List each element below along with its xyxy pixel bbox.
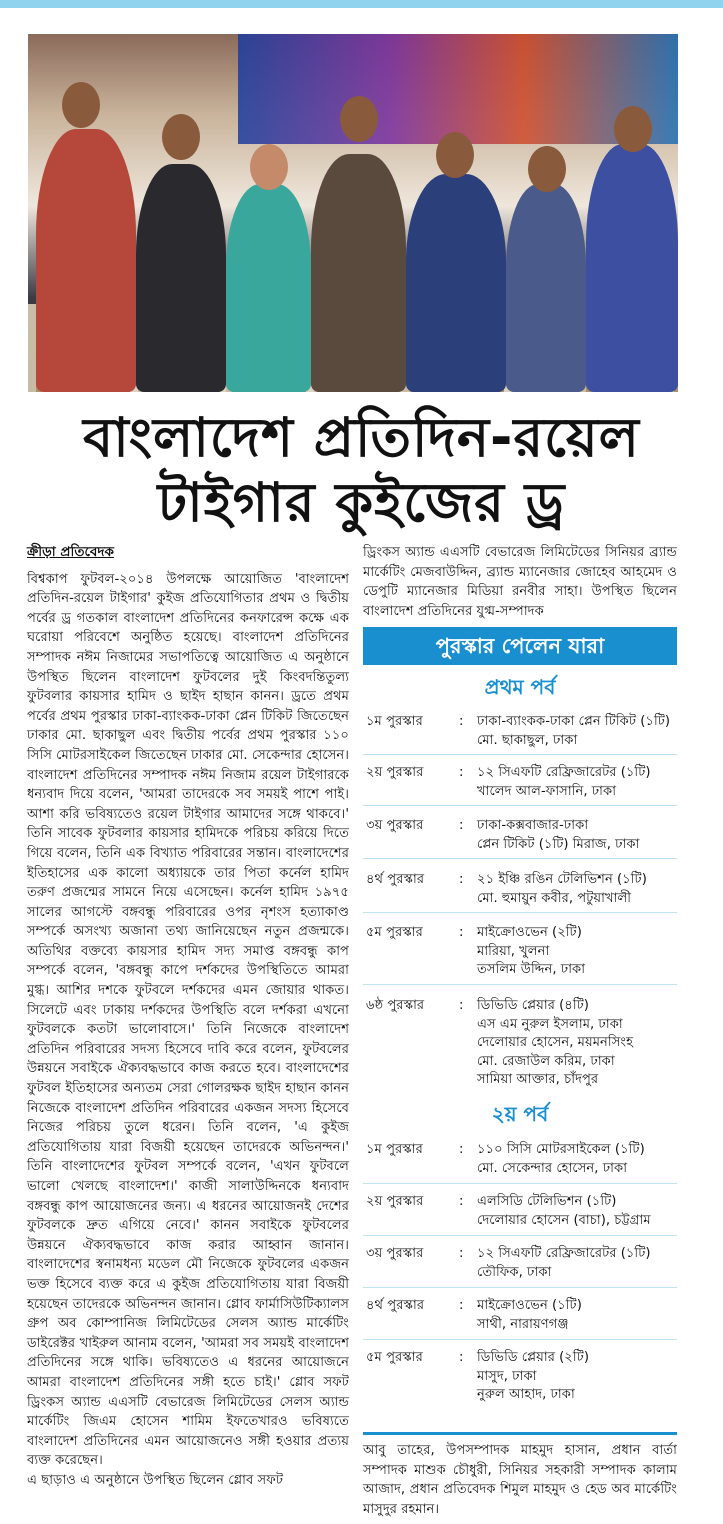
prize-rank: ২য় পুরস্কার [366,1194,424,1209]
winners-box-title: পুরস্কার পেলেন যারা [363,627,677,665]
prize-line: মো. সেকেন্দার হোসেন, ঢাকা [477,1160,628,1176]
prize-rank: ১ম পুরস্কার [366,1142,423,1157]
prize-line: ২১ ইঞ্চি রঙিন টেলিভিশন (১টি) [477,872,647,887]
prize-separator [363,1235,677,1236]
article-column-2-bottom [363,1441,677,1519]
prize-rank: ৪র্থ পুরস্কার [366,1298,425,1313]
prize-entry [363,1245,677,1285]
prize-colon: : [459,765,464,780]
prize-entry [363,997,677,1092]
winners-box-bottom-bar [363,1432,677,1435]
prize-line: তৌফিক, ঢাকা [477,1264,552,1280]
prize-entry [363,871,677,911]
prize-colon: : [459,1194,464,1209]
prize-entry [363,1297,677,1337]
prize-line: মাসুদ, ঢাকা [477,1368,537,1384]
prize-rank: ২য় পুরস্কার [366,765,424,780]
prize-line: ১২ সিএফটি রেফ্রিজারেটর (১টি) [477,1246,651,1261]
prize-entry [363,1193,677,1233]
prize-entry [363,1141,677,1181]
prize-colon: : [459,714,464,729]
prize-separator [363,912,677,913]
prize-line: নুরুল আহাদ, ঢাকা [477,1387,575,1402]
headline-line-1: বাংলাদেশ প্রতিদিন-রয়েল [83,406,640,469]
article-paragraph: আবু তাহের, উপসম্পাদক মাহমুদ হাসান, প্রধান বার্তা সম্পাদক মাশুক চৌধুরী, সিনিয়র সহকারী সম্পাদক কালাম আজাদ, প্রধান প্রতিবেদক শিমুল মাহমুদ ও হেড অব মার্কেটিং মাসুদুর রহমান। [363,1443,677,1517]
prize-line: মারিয়া, খুলনা [477,943,550,959]
prize-rank: ৪র্থ পুরস্কার [366,872,425,887]
prize-line: তসলিম উদ্দিন, ঢাকা [477,962,586,977]
prize-separator [363,754,677,755]
prize-line: এস এম নুরুল ইসলাম, ঢাকা [477,1016,623,1032]
article-paragraph: বিশ্বকাপ ফুটবল-২০১৪ উপলক্ষে আয়োজিত 'বাংলাদেশ প্রতিদিন-রয়েল টাইগার' কুইজ প্রতিযোগিতার প্রথম ও দ্বিতীয় পর্বের ড্র গতকাল বাংলাদেশ প্রতিদিনের কনফারেন্স কক্ষে এক ঘরোয়া পরিবেশে অনুষ্ঠিত হয়েছে। বাংলাদেশ প্রতিদিনের সম্পাদক নঈম নিজামের সভাপতিত্বে আয়োজিত এ অনুষ্ঠানে উপস্থিত ছিলেন বাংলাদেশ ফুটবলের দুই কিংবদন্তিতুল্য ফুটবলার কায়সার হামিদ ও ছাইদ হাছান কানন। ড্রতে প্রথম পর্বের প্রথম পুরস্কার ঢাকা-ব্যাংকক-ঢাকা প্লেন টিকিট জিতেছেন ঢাকার মো. ছাকাছুল এবং দ্বিতীয় পর্বের প্রথম পুরস্কার ১১০ সিসি মোটরসাইকেল জিতেছেন ঢাকার মো. সেকেন্দার হোসেন। [27,571,349,763]
prize-colon: : [459,872,464,887]
prize-rank: ৩য় পুরস্কার [366,1246,424,1261]
prize-rank: ৫ম পুরস্কার [366,925,423,940]
prize-colon: : [459,1246,464,1261]
prize-rank: ১ম পুরস্কার [366,714,423,729]
article-column-1 [27,543,349,1491]
prize-separator [363,984,677,985]
photo-backdrop-banner [238,34,678,144]
round-2-title: ২য় পর্ব [491,1102,549,1126]
prize-entry [363,1349,677,1407]
prize-line: দেলোয়ার হোসেন, ময়মনসিংহ [477,1035,634,1050]
event-photo [28,34,678,392]
prize-line: মো. হুমায়ুন কবীর, পটুয়াখালী [477,890,632,906]
prize-line: মো. রেজাউল করিম, ঢাকা [477,1053,615,1069]
article-paragraph: ড্রিংকস অ্যান্ড এএসটি বেভারেজ লিমিটেডের সিনিয়র ব্র্যান্ড মার্কেটিং মেজবাউদ্দিন, ব্র্যান্ড ম্যানেজার জোহেব আহমেদ ও ডেপুটি ম্যানেজার মিডিয়া রনবীর সাহা। উপস্থিত ছিলেন বাংলাদেশ প্রতিদিনের যুগ্ম-সম্পাদক [363,545,677,619]
prize-separator [363,858,677,859]
prize-line: সাথী, নারায়ণগঞ্জ [477,1316,569,1332]
byline: ক্রীড়া প্রতিবেদক [27,544,114,560]
prize-entry [363,713,677,753]
prize-separator [363,1339,677,1340]
prize-line: ডিভিডি প্লেয়ার (২টি) [477,1350,589,1365]
prize-entry [363,924,677,982]
prize-colon: : [459,1142,464,1157]
prize-line: ঢাকা-ব্যাংকক-ঢাকা প্লেন টিকিট (১টি) [477,714,671,729]
round-1-title: প্রথম পর্ব [484,675,556,699]
prize-line: সামিয়া আক্তার, চাঁদপুর [477,1072,599,1087]
prize-separator [363,1183,677,1184]
prize-separator [363,1287,677,1288]
prize-line: এলসিডি টেলিভিশন (১টি) [477,1194,617,1209]
prize-colon: : [459,925,464,940]
prize-rank: ৫ম পুরস্কার [366,1350,423,1365]
prize-line: ১২ সিএফটি রেফ্রিজারেটর (১টি) [477,765,651,780]
top-color-bar [0,0,723,8]
prize-line: মাইক্রোওভেন (২টি) [477,925,582,940]
prize-colon: : [459,998,464,1013]
article-column-2-top [363,543,677,621]
prize-colon: : [459,818,464,833]
prize-separator [363,805,677,806]
prize-line: ডিভিডি প্লেয়ার (৪টি) [477,998,589,1013]
article-paragraph: বাংলাদেশ প্রতিদিনের সম্পাদক নঈম নিজাম রয়েল টাইগারকে ধন্যবাদ দিয়ে বলেন, 'আমরা তাদেরকে সব সময়ই পাশে পাই। আশা করি ভবিষ্যতেও রয়েল টাইগার আমাদের সঙ্গে থাকবে।' তিনি সাবেক ফুটবলার কায়সার হামিদকে পরিচয় করিয়ে দিতে গিয়ে বলেন, তিনি এক বিখ্যাত পরিবারের সন্তান। বাংলাদেশের ইতিহাসের এক কালো অধ্যায়কে তার পিতা কর্নেল হামিদ তরুণ প্রজন্মের সামনে নিয়ে এসেছেন। কর্নেল হামিদ ১৯৭৫ সালের আগস্টে বঙ্গবন্ধু পরিবারের ওপর নৃশংস হত্যাকাণ্ড সম্পর্কে অসংখ্য অজানা তথ্য জানিয়েছেন নতুন প্রজন্মকে। অতিথির বক্তব্যে কায়সার হামিদ সদ্য সমাপ্ত বঙ্গবন্ধু কাপ সম্পর্কে বলেন, 'বঙ্গবন্ধু কাপে দর্শকদের উপস্থিতিতে আমরা মুগ্ধ। আশির দশকে ফুটবলে দর্শকদের এমন জোয়ার থাকত। সিলেটে এবং ঢাকায় দর্শকদের উপস্থিতি বলে দর্শকরা এখনো ফুটবলকে কতটা ভালোবাসে।' তিনি নিজেকে বাংলাদেশ প্রতিদিন পরিবারের সদস্য হিসেবে দাবি করে বলেন, ফুটবলের উন্নয়নে সবাইকে ঐক্যবদ্ধভাবে কাজ করতে হবে। বাংলাদেশের ফুটবল ইতিহাসের অন্যতম সেরা গোলরক্ষক ছাইদ হাছান কানন নিজেকে বাংলাদেশ প্রতিদিন পরিবারের একজন সদস্য হিসেবে নিজের পরিচয় তুলে ধরেন। তিনি বলেন, 'এ কুইজ প্রতিযোগিতায় যারা বিজয়ী হয়েছেন তাদেরকে অভিনন্দন।' তিনি বাংলাদেশের ফুটবল সম্পর্কে বলেন, 'এখন ফুটবলে ভালো খেলছে বাংলাদেশ।' কাজী সালাউদ্দিনকে ধন্যবাদ বঙ্গবন্ধু কাপ আয়োজনের জন্য। এ ধরনের আয়োজনই দেশের ফুটবলকে দ্রুত এগিয়ে নেবে।' কানন সবাইকে ফুটবলের উন্নয়নে ঐক্যবদ্ধভাবে কাজ করার আহ্বান জানান। বাংলাদেশের স্বনামধন্য মডেল মৌ নিজেকে ফুটবলের একজন ভক্ত হিসেবে ব্যক্ত করে এ কুইজ প্রতিযোগিতায় যারা বিজয়ী হয়েছেন তাদেরকে অভিনন্দন জানান। গ্লোব ফার্মাসিউটিক্যালস গ্রুপ অব কোম্পানিজ লিমিটেডের সেলস অ্যান্ড মার্কেটিং ডাইরেক্টর খাইরুল আনাম বলেন, 'আমরা সব সময়ই বাংলাদেশ প্রতিদিনের সঙ্গে থাকি। ভবিষ্যতেও এ ধরনের আয়োজনে আমরা বাংলাদেশ প্রতিদিনের সঙ্গী হতে চাই।' গ্লোব সফট ড্রিংকস অ্যান্ড এএসটি বেভারেজ লিমিটেডের সেলস অ্যান্ড মার্কেটিং জিএম হোসেন শামিম ইফতেখারও ভবিষ্যতে বাংলাদেশ প্রতিদিনের এমন আয়োজনেও সঙ্গী হওয়ার প্রত্যয় ব্যক্ত করেছেন। [27,767,349,1469]
prize-line: প্লেন টিকিট (১টি) মিরাজ, ঢাকা [477,836,640,852]
prize-colon: : [459,1350,464,1365]
prize-colon: : [459,1298,464,1313]
article-paragraph: এ ছাড়াও এ অনুষ্ঠানে উপস্থিত ছিলেন গ্লোব সফট [27,1472,284,1488]
prize-entry [363,764,677,804]
prize-line: মাইক্রোওভেন (১টি) [477,1298,582,1313]
prize-rank: ৩য় পুরস্কার [366,818,424,833]
prize-entry [363,817,677,857]
prize-line: খালেদ আল-ফাসানি, ঢাকা [477,783,617,799]
prize-line: দেলোয়ার হোসেন (বাচা), চট্টগ্রাম [477,1212,651,1228]
prize-rank: ৬ষ্ঠ পুরস্কার [366,998,425,1013]
prize-line: ঢাকা-কক্সবাজার-ঢাকা [477,818,589,833]
prize-line: ১১০ সিসি মোটরসাইকেল (১টি) [477,1142,645,1157]
prize-line: মো. ছাকাছুল, ঢাকা [477,732,578,748]
headline-line-2: টাইগার কুইজের ড্র [157,471,566,534]
